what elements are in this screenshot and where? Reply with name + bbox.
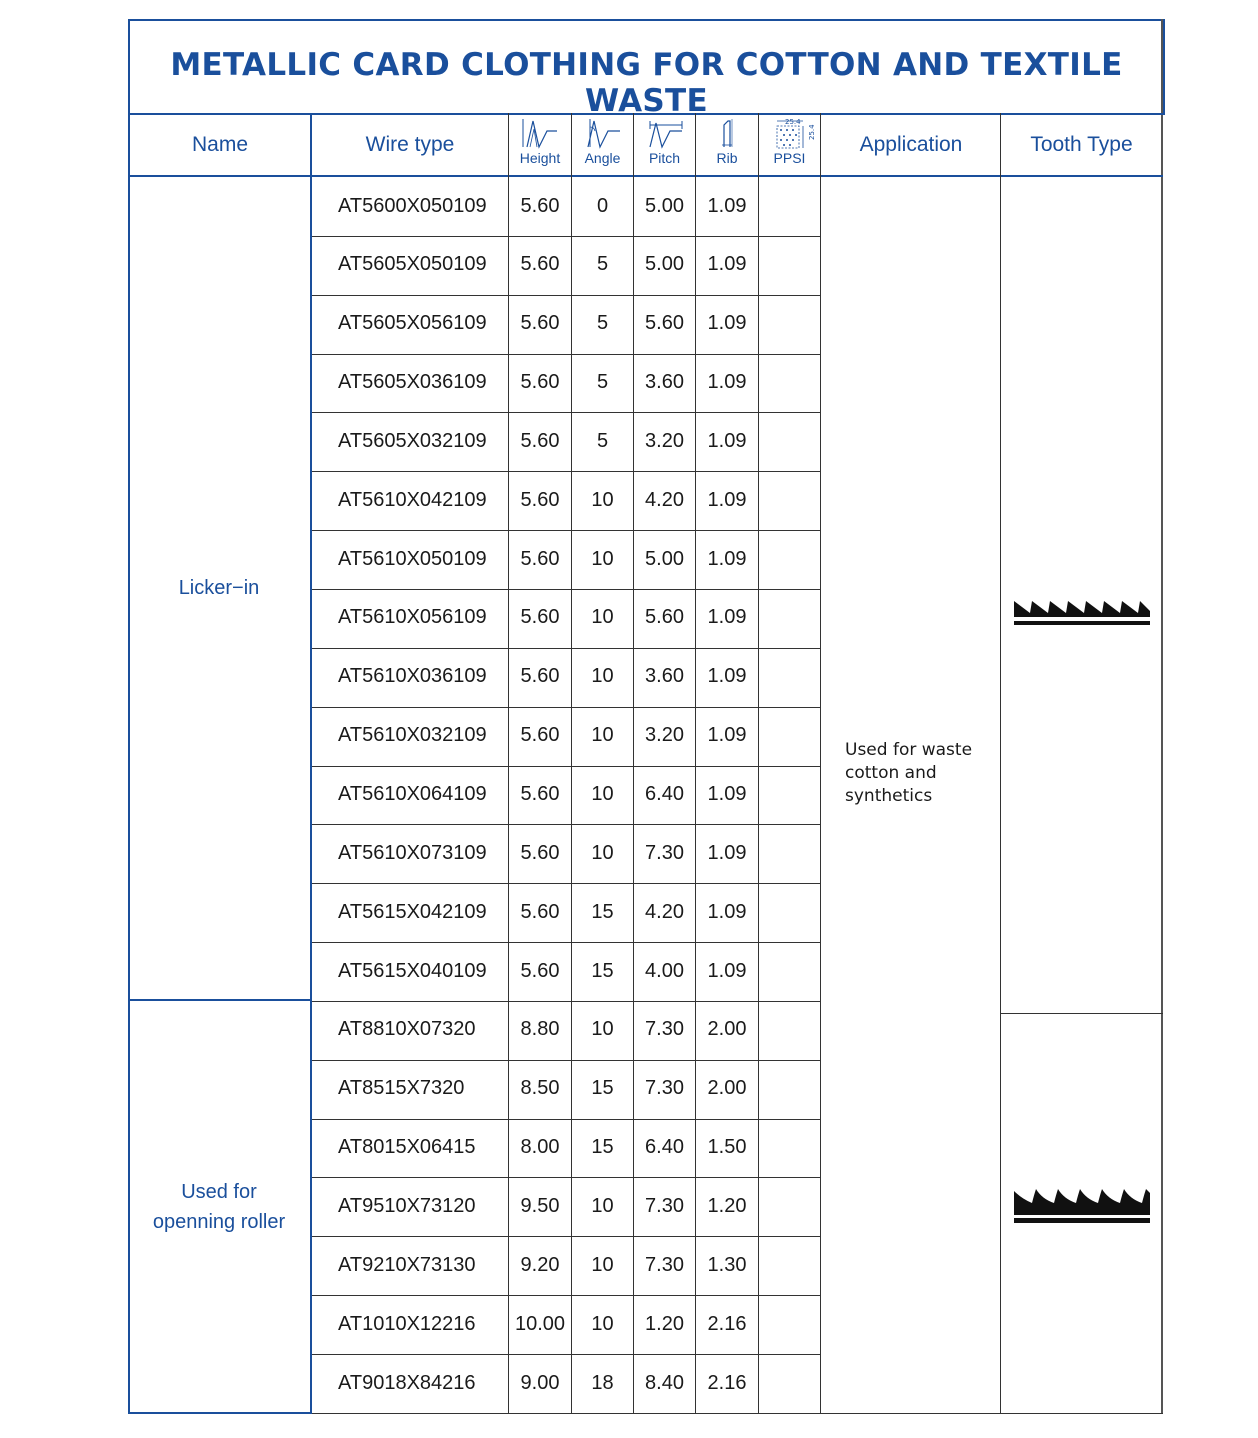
angle-cell: 10 <box>591 665 614 688</box>
rib-cell: 1.09 <box>707 724 747 747</box>
ppsi-cell <box>759 354 820 412</box>
pitch-cell: 4.20 <box>645 900 684 923</box>
rib-cell: 1.09 <box>707 312 747 335</box>
angle-cell: 10 <box>591 783 614 805</box>
pitch-cell: 7.30 <box>645 841 684 864</box>
licker-in-tooth-profile-icon <box>1014 597 1150 627</box>
height-cell: 5.60 <box>520 959 560 982</box>
rib-cell: 1.20 <box>707 1194 747 1217</box>
wire-type-cell: AT5610X032109 <box>338 724 487 747</box>
rib-cell: 2.16 <box>707 1312 747 1335</box>
ppsi-grid-icon <box>765 117 815 149</box>
height-diagram-icon <box>517 117 563 149</box>
header-pitch <box>634 115 695 175</box>
ppsi-cell <box>759 177 820 235</box>
height-cell: 5.60 <box>520 783 560 805</box>
ppsi-cell <box>759 766 820 824</box>
rib-cell: 1.09 <box>707 665 747 688</box>
angle-cell: 10 <box>591 1018 614 1041</box>
header-rib <box>696 115 758 175</box>
height-cell: 9.50 <box>520 1194 560 1217</box>
height-cell: 5.60 <box>520 606 560 629</box>
wire-type-cell: AT8515X7320 <box>338 1077 465 1100</box>
ppsi-cell <box>759 824 820 882</box>
height-cell: 8.00 <box>520 1136 560 1159</box>
pitch-cell: 4.20 <box>645 488 684 511</box>
wire-type-cell: AT5605X050109 <box>338 253 487 276</box>
pitch-cell: 5.00 <box>645 547 684 570</box>
angle-cell: 15 <box>591 1136 614 1159</box>
angle-cell: 5 <box>596 312 609 335</box>
wire-type-cell: AT8015X06415 <box>338 1136 476 1159</box>
height-cell: 5.60 <box>520 429 560 452</box>
angle-cell: 18 <box>591 1371 614 1394</box>
ppsi-cell <box>759 530 820 588</box>
angle-cell: 15 <box>591 900 614 923</box>
wire-type-cell: AT9510X73120 <box>338 1194 476 1217</box>
angle-cell: 10 <box>591 488 614 511</box>
wire-type-cell: AT8810X07320 <box>338 1018 476 1041</box>
angle-cell: 10 <box>591 1253 614 1276</box>
pitch-cell: 5.60 <box>645 312 684 335</box>
header-angle <box>572 115 633 175</box>
rib-cell: 1.09 <box>707 900 747 923</box>
ppsi-cell <box>759 1119 820 1177</box>
bottom-rule <box>312 1413 1163 1414</box>
wire-type-cell: AT5610X042109 <box>338 488 487 511</box>
wire-type-cell: AT5600X050109 <box>338 194 487 217</box>
opening-roller-tooth-profile-icon <box>1014 1187 1150 1225</box>
ppsi-dim-side: 25.4 <box>807 124 816 140</box>
wire-type-cell: AT5615X042109 <box>338 900 487 923</box>
height-cell: 5.60 <box>520 900 560 923</box>
rib-cell: 1.09 <box>707 253 747 276</box>
rib-cell: 1.09 <box>707 606 747 629</box>
pitch-cell: 4.00 <box>645 959 684 982</box>
rib-cell: 1.09 <box>707 371 747 394</box>
rib-cell: 1.50 <box>707 1136 747 1159</box>
pitch-cell: 3.60 <box>645 371 684 394</box>
pitch-cell: 7.30 <box>645 1194 684 1217</box>
pitch-diagram-icon <box>642 117 688 149</box>
rib-diagram-icon <box>704 117 750 149</box>
angle-cell: 10 <box>591 606 614 629</box>
rib-cell: 1.09 <box>707 783 747 805</box>
angle-cell: 10 <box>591 724 614 747</box>
spec-sheet <box>128 19 1163 1414</box>
wire-type-cell: AT9018X84216 <box>338 1371 476 1394</box>
height-cell: 5.60 <box>520 547 560 570</box>
wire-type-cell: AT5605X036109 <box>338 371 487 394</box>
ppsi-cell <box>759 412 820 470</box>
height-cell: 9.20 <box>520 1253 560 1276</box>
group-name-opening-roller: Used for openning roller <box>152 1181 286 1233</box>
pitch-cell: 3.60 <box>645 665 684 688</box>
rib-cell: 1.09 <box>707 547 747 570</box>
angle-diagram-icon <box>580 117 626 149</box>
rib-cell: 1.09 <box>707 429 747 452</box>
pitch-cell: 7.30 <box>645 1077 684 1100</box>
pitch-cell: 6.40 <box>645 783 684 805</box>
wire-type-cell: AT5610X056109 <box>338 606 487 629</box>
angle-cell: 10 <box>591 547 614 570</box>
header-ppsi <box>759 115 820 175</box>
header-application: Application <box>859 133 963 156</box>
page-title: METALLIC CARD CLOTHING FOR COTTON AND TEXTILE WASTE <box>170 47 1123 119</box>
header-tooth-type: Tooth Type <box>1030 133 1133 156</box>
wire-type-cell: AT5610X064109 <box>338 783 487 805</box>
rib-label: Rib <box>716 150 738 166</box>
ppsi-cell <box>759 471 820 529</box>
angle-label: Angle <box>584 150 621 166</box>
group-rule-tooth <box>1001 1013 1163 1014</box>
rib-cell: 1.09 <box>707 194 747 217</box>
ppsi-cell <box>759 1177 820 1235</box>
wire-type-cell: AT5615X040109 <box>338 959 487 982</box>
title-box <box>128 19 1165 119</box>
angle-cell: 15 <box>591 1077 614 1100</box>
height-cell: 5.60 <box>520 724 560 747</box>
wire-type-cell: AT5610X073109 <box>338 841 487 864</box>
angle-cell: 10 <box>591 1312 614 1335</box>
ppsi-cell <box>759 942 820 1000</box>
application-text: Used for waste cotton and synthetics <box>845 740 973 806</box>
ppsi-cell <box>759 707 820 765</box>
height-cell: 5.60 <box>520 371 560 394</box>
height-cell: 5.60 <box>520 665 560 688</box>
ppsi-cell <box>759 648 820 706</box>
height-cell: 10.00 <box>514 1312 566 1335</box>
ppsi-label: PPSI <box>773 150 806 166</box>
ppsi-cell <box>759 589 820 647</box>
wire-type-cell: AT5605X032109 <box>338 429 487 452</box>
height-cell: 5.60 <box>520 312 560 335</box>
pitch-label: Pitch <box>648 150 681 166</box>
rib-cell: 1.09 <box>707 841 747 864</box>
pitch-cell: 7.30 <box>645 1253 684 1276</box>
wire-type-cell: AT5605X056109 <box>338 312 487 335</box>
pitch-cell: 3.20 <box>645 429 684 452</box>
pitch-cell: 8.40 <box>645 1371 684 1394</box>
ppsi-cell <box>759 236 820 294</box>
height-cell: 8.50 <box>520 1077 560 1100</box>
rib-cell: 1.09 <box>707 959 747 982</box>
pitch-cell: 5.00 <box>645 253 684 276</box>
header-wire-type: Wire type <box>365 133 455 156</box>
group-name-licker-in: Licker−in <box>178 577 260 599</box>
pitch-cell: 3.20 <box>645 724 684 747</box>
col-sep-application <box>1000 113 1001 1414</box>
header-height <box>509 115 571 175</box>
rib-cell: 2.00 <box>707 1018 747 1041</box>
height-cell: 5.60 <box>520 488 560 511</box>
pitch-cell: 6.40 <box>645 1136 684 1159</box>
angle-cell: 15 <box>591 959 614 982</box>
pitch-cell: 7.30 <box>645 1018 684 1041</box>
angle-cell: 5 <box>596 371 609 394</box>
angle-cell: 5 <box>596 429 609 452</box>
right-border <box>1161 19 1163 1414</box>
ppsi-cell <box>759 1354 820 1412</box>
wire-type-cell: AT5610X036109 <box>338 665 487 688</box>
ppsi-cell <box>759 1001 820 1059</box>
header-name: Name <box>191 133 249 156</box>
angle-cell: 5 <box>596 253 609 276</box>
height-cell: 9.00 <box>520 1371 560 1394</box>
rib-cell: 2.16 <box>707 1371 747 1394</box>
ppsi-cell <box>759 883 820 941</box>
pitch-cell: 5.00 <box>645 194 684 217</box>
rib-cell: 1.09 <box>707 488 747 511</box>
ppsi-cell <box>759 1060 820 1118</box>
ppsi-cell <box>759 295 820 353</box>
ppsi-cell <box>759 1295 820 1353</box>
pitch-cell: 5.60 <box>645 606 684 629</box>
col-sep-ppsi <box>820 113 821 1414</box>
height-cell: 8.80 <box>520 1018 560 1041</box>
angle-cell: 10 <box>591 841 614 864</box>
rib-cell: 1.30 <box>707 1253 747 1276</box>
angle-cell: 10 <box>591 1194 614 1217</box>
rib-cell: 2.00 <box>707 1077 747 1100</box>
height-cell: 5.60 <box>520 253 560 276</box>
height-cell: 5.60 <box>520 194 560 217</box>
height-label: Height <box>519 150 561 166</box>
height-cell: 5.60 <box>520 841 560 864</box>
wire-type-cell: AT9210X73130 <box>338 1253 476 1276</box>
pitch-cell: 1.20 <box>645 1312 684 1335</box>
ppsi-cell <box>759 1236 820 1294</box>
wire-type-cell: AT1010X12216 <box>338 1312 476 1335</box>
wire-type-cell: AT5610X050109 <box>338 547 487 570</box>
angle-cell: 0 <box>596 194 609 217</box>
ppsi-dim-top: 25.4 <box>784 118 801 126</box>
